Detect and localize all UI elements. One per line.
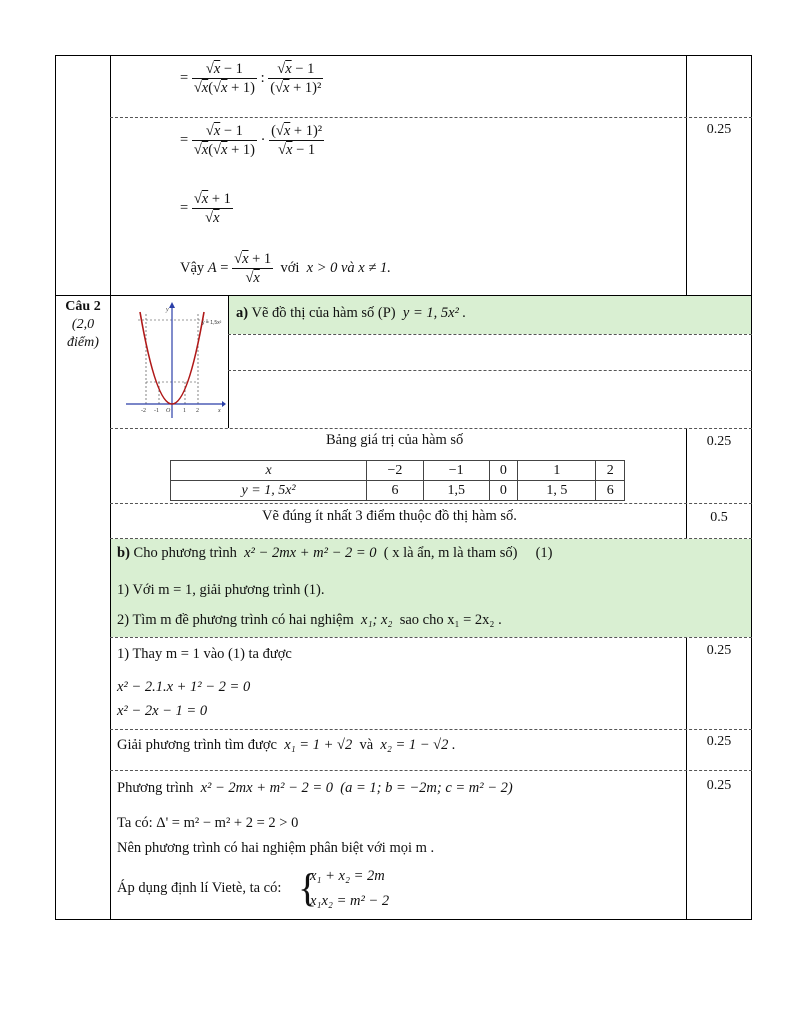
table-row [171,481,625,501]
part-a-title: a) Vẽ đồ thị của hàm số (P) y = 1, 5x² . [236,305,467,321]
part-b-line-2: 1) Với m = 1, giải phương trình (1). [117,582,325,598]
svg-text:y: y [166,307,169,313]
vieta-product: x₁x₂ = m² − 2 [310,893,390,909]
table-cell: 1, 5 [518,481,596,501]
score-1: 0.25 [706,122,732,137]
question-label: Câu 2 (2,0 điểm) [65,299,101,350]
sol3-line-2: Ta có: Δ' = m² − m² + 2 = 2 > 0 [117,815,299,831]
table-cell: 0 [489,461,517,481]
sol1-line-3: x² − 2x − 1 = 0 [117,703,208,719]
sol3-line-3: Nên phương trình có hai nghiệm phân biệt với mọi m . [117,840,435,856]
table-cell: 1,5 [423,481,489,501]
table-cell: 1 [518,461,596,481]
table-cell: 6 [596,481,625,501]
parabola-graph [118,300,226,420]
svg-text:-2: -2 [141,408,146,414]
conclusion-line: Vậy A = $\frac{√x + 1}{√x}$ với x > 0 và x ≠ 1. [180,251,391,286]
svg-text:2: 2 [196,408,199,414]
sol3-line-4: Áp dụng định lí Vietè, ta có: [117,880,282,896]
part-b-line-1: b) Cho phương trình x² − 2mx + m² − 2 = 0 ( x là ẩn, m là tham số) (1) [117,545,553,561]
sol1-line-2: x² − 2.1.x + 1² − 2 = 0 [117,679,251,695]
expr-line-3: = $\frac{√x + 1}{√x}$ [180,191,231,226]
table-cell: 6 [367,481,424,501]
svg-text:O: O [166,408,171,414]
expr-line-1: = $\frac{√x - 1}{√x(√x + 1)}$ : $\frac{√x - 1}{\text{(√x + 1)²}}$ [180,61,322,96]
sol2-line: Giải phương trình tìm được x₁ = 1 + √2 và x₂ = 1 − √2 . [117,737,456,753]
table-cell: x [171,461,367,481]
score-6: 0.25 [706,778,732,793]
score-4: 0.25 [706,643,732,658]
curve-label: y = 1,5x² [202,320,222,326]
vieta-sum: x₁ + x₂ = 2m [310,868,385,884]
table-cell: y = 1, 5x² [171,481,367,501]
table-cell: 0 [489,481,517,501]
table-row [171,461,625,481]
svg-text:-1: -1 [154,408,159,414]
vieta-brace: { [298,865,318,910]
part-b-line-3: 2) Tìm m đề phương trình có hai nghiệm x₁; x₂ sao cho x₁ = 2x₂ . [117,612,502,628]
svg-text:1: 1 [183,408,186,414]
score-5: 0.25 [706,734,732,749]
table-cell: −2 [367,461,424,481]
value-table [170,460,625,501]
sol3-line-1: Phương trình x² − 2mx + m² − 2 = 0 (a = 1; b = −2m; c = m² − 2) [117,780,513,796]
table-cell: −1 [423,461,489,481]
value-table-title: Bảng giá trị của hàm số [326,432,464,448]
score-3: 0.5 [710,510,728,525]
svg-text:x: x [218,408,221,414]
draw-note: Vẽ đúng ít nhất 3 điểm thuộc đồ thị hàm số. [262,508,517,524]
sol1-line-1: 1) Thay m = 1 vào (1) ta được [117,646,292,662]
score-2: 0.25 [706,434,732,449]
table-cell: 2 [596,461,625,481]
expr-line-2: = $\frac{√x - 1}{√x(√x + 1)}$ · $\frac{\text{(√x + 1)²}}{√x - 1}$ [180,123,323,158]
